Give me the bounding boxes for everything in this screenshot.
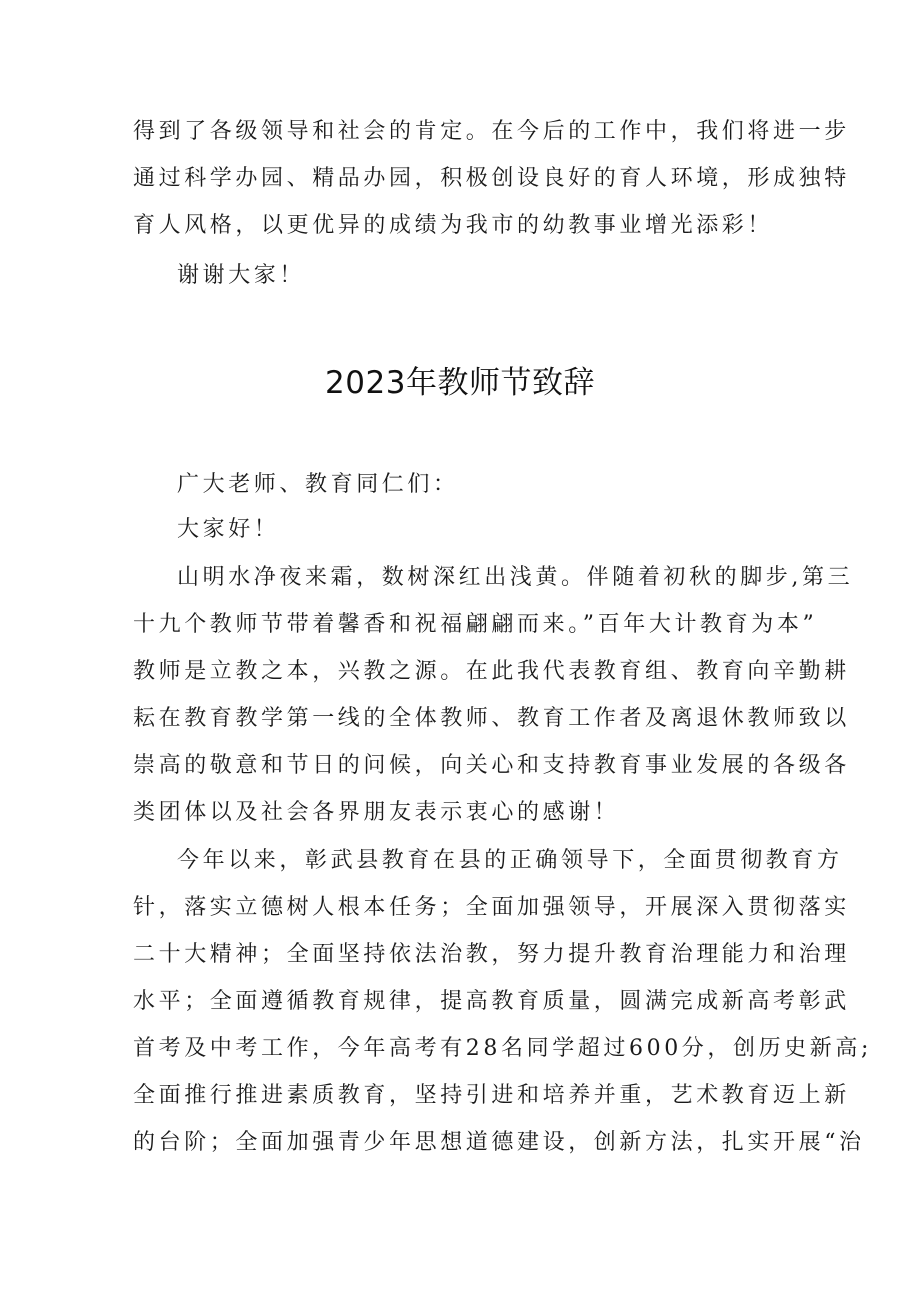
greeting-block: [133, 506, 793, 553]
text-line: 类团体以及社会各界朋友表示衷心的感谢！: [133, 800, 620, 825]
text-line: 崇高的敬意和节日的问候，向关心和支持教育事业发展的各级各: [133, 753, 850, 778]
closing-line: [133, 252, 793, 299]
salutation-block: [133, 461, 793, 508]
text-line: 针，落实立德树人根本任务；全面加强领导，开展深入贯彻落实: [133, 895, 850, 920]
text-line: 教师是立教之本，兴教之源。在此我代表教育组、教育向辛勤耕: [133, 659, 850, 684]
paragraph-2: [133, 837, 872, 1166]
greeting: 大家好！: [177, 517, 280, 542]
text-line: 山明水净夜来霜，数树深红出浅黄。伴随着初秋的脚步,第三: [177, 565, 854, 590]
text-line: 二十大精神；全面坚持依法治教，努力提升教育治理能力和治理: [133, 942, 850, 967]
text-line: 得到了各级领导和社会的肯定。在今后的工作中，我们将进一步: [133, 119, 850, 144]
page-title: 2023年教师节致辞: [325, 365, 595, 401]
salutation: 广大老师、教育同仁们：: [177, 472, 459, 497]
text-line: 全面推行推进素质教育，坚持引进和培养并重，艺术教育迈上新: [133, 1083, 850, 1108]
text-line: 育人风格，以更优异的成绩为我市的幼教事业增光添彩！: [133, 213, 774, 238]
text-line: 十九个教师节带着馨香和祝福翩翩而来。”百年大计教育为本”: [133, 612, 818, 637]
text-line: 首考及中考工作，今年高考有28名同学超过600分，创历史新高;: [133, 1036, 872, 1061]
closing-text: 谢谢大家！: [177, 263, 306, 288]
text-line: 水平；全面遵循教育规律，提高教育质量，圆满完成新高考彰武: [133, 989, 850, 1014]
paragraph-1: [133, 554, 854, 836]
continued-paragraph: [133, 108, 850, 249]
text-line: 今年以来，彰武县教育在县的正确领导下，全面贯彻教育方: [177, 848, 843, 873]
text-line: 的台阶；全面加强青少年思想道德建设，创新方法，扎实开展“治: [133, 1130, 865, 1155]
text-line: 耘在教育教学第一线的全体教师、教育工作者及离退休教师致以: [133, 706, 850, 731]
text-line: 通过科学办园、精品办园，积极创设良好的育人环境，形成独特: [133, 166, 850, 191]
